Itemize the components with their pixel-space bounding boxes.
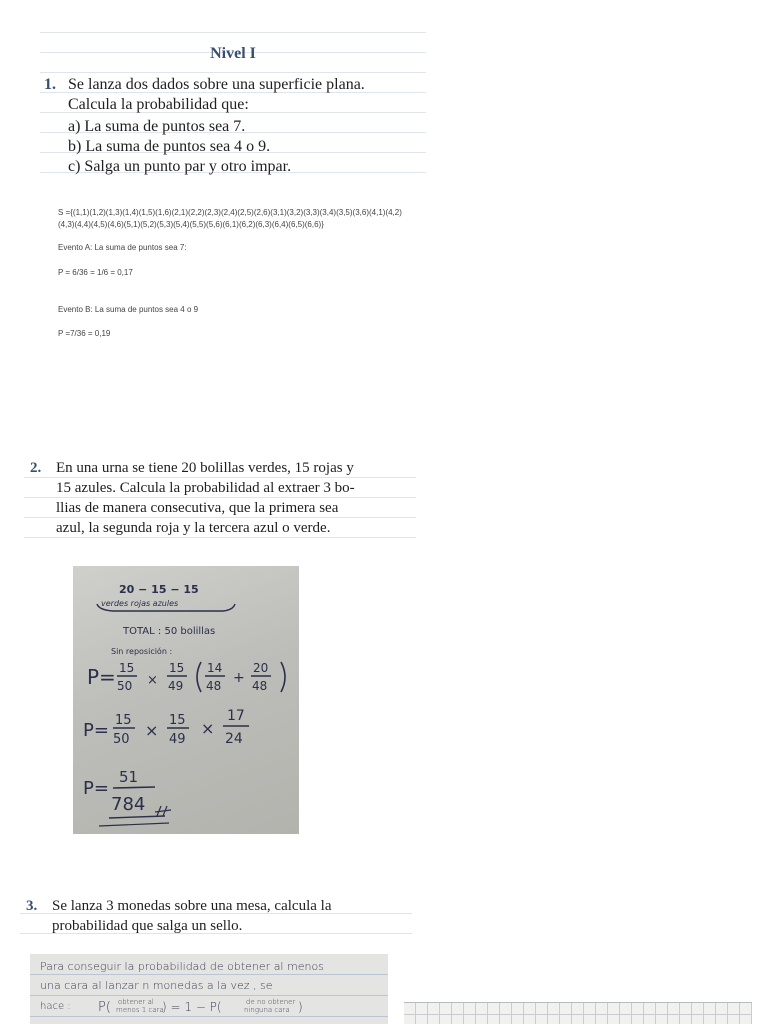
hw-result-denominator: 784	[111, 794, 146, 815]
hw-denominator: 50	[113, 732, 130, 747]
notes-formula-text: ninguna cara	[244, 1006, 290, 1014]
problem-line: a) La suma de puntos sea 7.	[68, 118, 246, 135]
hw-times: ×	[201, 719, 215, 738]
event-b-label: Evento B: La suma de puntos sea 4 o 9	[58, 305, 199, 314]
hw-note: Sin reposición :	[111, 647, 173, 656]
problem-line: c) Salga un punto par y otro impar.	[68, 158, 292, 175]
hw-result-numerator: 51	[119, 768, 139, 786]
handwritten-notes-photo	[30, 954, 388, 1024]
level-heading: Nivel I	[210, 45, 256, 62]
notes-formula-text: ) = 1 − P(	[162, 1000, 222, 1014]
problem-1	[40, 32, 426, 184]
hw-numerator: 17	[227, 708, 245, 724]
event-b-result: P =7/36 = 0,19	[58, 329, 111, 338]
event-a-label: Evento A: La suma de puntos sea 7:	[58, 243, 187, 252]
problem-line: azul, la segunda roja y la tercera azul o verde.	[56, 520, 331, 536]
grid-paper-photo	[404, 1002, 752, 1024]
sample-space-line: S ={(1,1)(1,2)(1,3)(1,4)(1,5)(1,6)(2,1)(2,2)(2,3)(2,4)(2,5)(2,6)(3,1)(3,2)(3,3)(3,4)(3,5)(3,6)(4,1)(4,2)	[58, 208, 402, 217]
sample-space-line: (4,3)(4,4)(4,5)(4,6)(5,1)(5,2)(5,3)(5,4)(5,5)(5,6)(6,1)(6,2)(6,3)(6,4)(6,5)(6,6)}	[58, 220, 324, 229]
problem-line: llias de manera consecutiva, que la primera sea	[56, 500, 339, 516]
hw-denominator: 49	[169, 732, 186, 747]
hw-numerator: 15	[115, 713, 132, 728]
hw-times: ×	[147, 673, 158, 688]
hw-counts: 20 − 15 − 15	[119, 583, 199, 596]
hw-numerator: 15	[119, 661, 135, 675]
hw-p-label: P=	[87, 665, 116, 689]
hw-total: TOTAL : 50 bolillas	[123, 626, 216, 637]
notes-formula-text: obtener al	[118, 998, 154, 1006]
hw-times: ×	[145, 721, 159, 740]
problem-line: 15 azules. Calcula la probabilidad al extraer 3 bo-	[56, 480, 355, 496]
problem-line: En una urna se tiene 20 bolillas verdes, 15 rojas y	[56, 460, 354, 476]
event-a-result: P = 6/36 = 1/6 = 0,17	[58, 268, 133, 277]
hw-denominator: 24	[225, 731, 243, 747]
problem-line: b) La suma de puntos sea 4 o 9.	[68, 138, 271, 155]
hw-numerator: 14	[207, 661, 223, 675]
hw-colors: verdes rojas azules	[101, 599, 179, 608]
problem-number: 2.	[30, 460, 42, 476]
notes-formula-p: P(	[98, 1000, 111, 1015]
hw-numerator: 15	[169, 661, 185, 675]
notes-formula-text: de no obtener	[246, 998, 296, 1006]
hw-numerator: 20	[253, 661, 269, 675]
hw-numerator: 15	[169, 713, 186, 728]
problem-line: probabilidad que salga un sello.	[52, 918, 243, 934]
problem-number: 3.	[26, 898, 38, 914]
hw-p-label: P=	[83, 778, 109, 799]
hw-plus: +	[233, 670, 245, 686]
notes-line: hace :	[40, 1001, 71, 1012]
hw-denominator: 48	[252, 679, 268, 693]
hw-denominator: 49	[168, 679, 184, 693]
notes-formula-text: menos 1 cara	[116, 1006, 164, 1014]
problem-line: Se lanza dos dados sobre una superficie plana.	[68, 76, 365, 93]
hw-p-label: P=	[83, 720, 109, 741]
problem-3	[20, 894, 412, 938]
problem-number: 1.	[44, 76, 56, 93]
hw-denominator: 48	[206, 679, 222, 693]
notes-line: Para conseguir la probabilidad de obtener al menos	[40, 960, 324, 973]
problem-line: Calcula la probabilidad que:	[68, 96, 249, 113]
problem-line: Se lanza 3 monedas sobre una mesa, calcula la	[52, 898, 332, 914]
problem-2	[24, 458, 416, 542]
handwritten-solution-photo	[73, 566, 299, 834]
hw-denominator: 50	[117, 679, 133, 693]
notes-line: una cara al lanzar n monedas a la vez , se	[40, 979, 273, 992]
svg-text:): )	[298, 1000, 303, 1014]
